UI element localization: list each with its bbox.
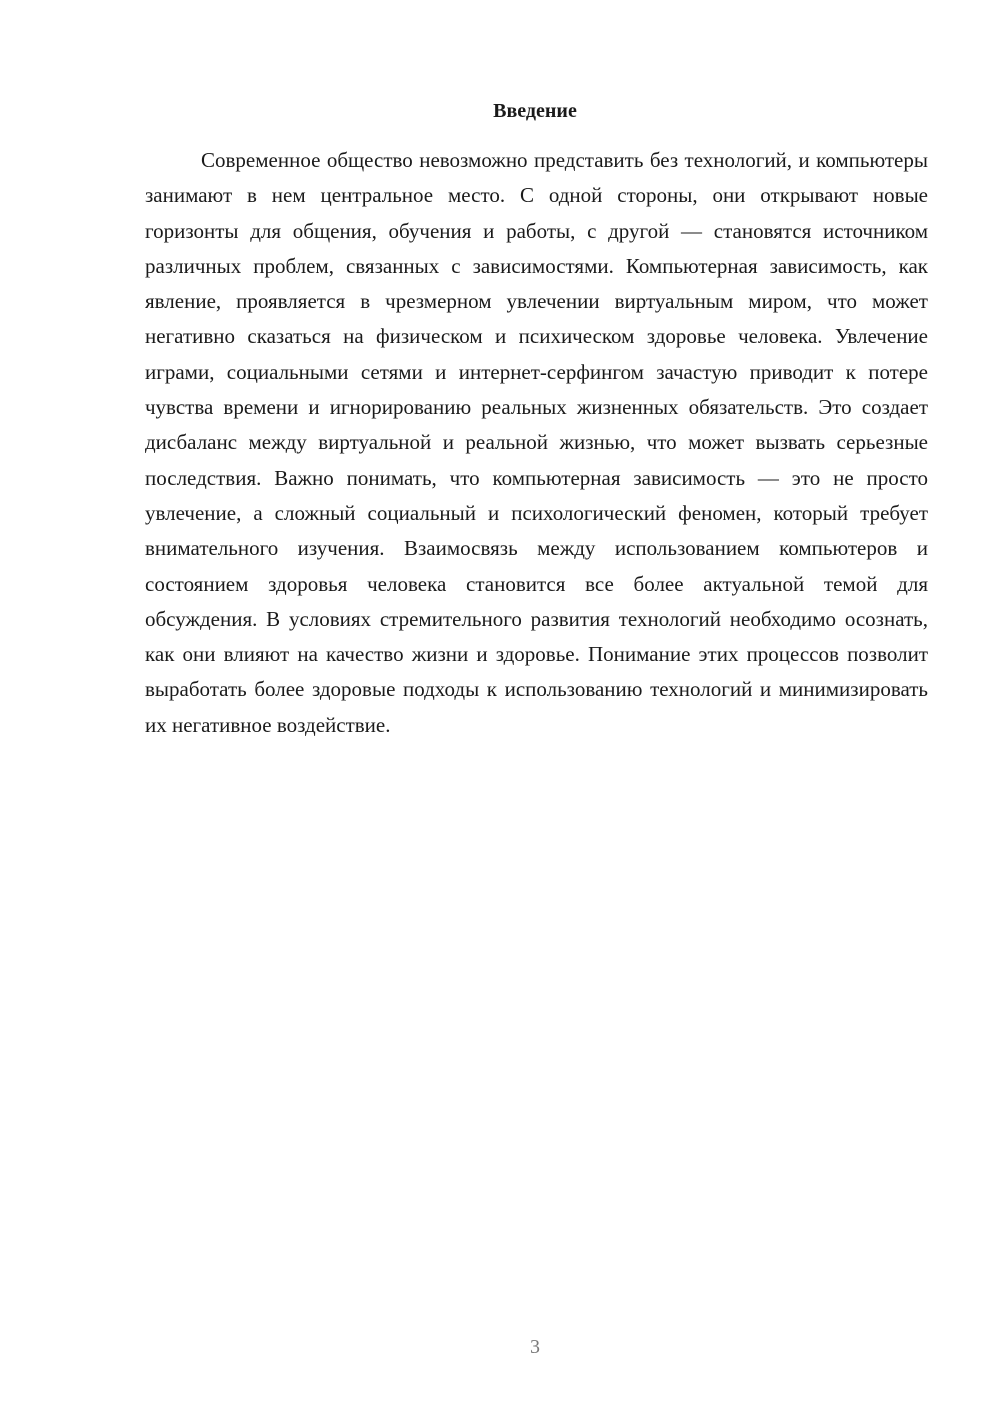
body-paragraph: Современное общество невозможно представить без технологий, и компьютеры занимают в нем центральное место. С одной стороны, они открывают новые горизонты для общения, обучения и работы, с другой — становятся источником различных проблем, связанных с зависимостями. Компьютерная зависимость, как явление, проявляется в чрезмерном увлечении виртуальным миром, что может негативно сказаться на физическом и психическом здоровье человека. Увлечение играми, социальными сетями и интернет-серфингом зачастую приводит к потере чувства времени и игнорированию реальных жизненных обязательств. Это создает дисбаланс между виртуальной и реальной жизнью, что может вызвать серьезные последствия. Важно понимать, что компьютерная зависимость — это не просто увлечение, а сложный социальный и психологический феномен, который требует внимательного изучения. Взаимосвязь между использованием компьютеров и состоянием здоровья человека становится все более актуальной темой для обсуждения. В условиях стремительного развития технологий необходимо осознать, как они влияют на качество жизни и здоровье. Понимание этих процессов позволит выработать более здоровые подходы к использованию технологий и минимизировать их негативное воздействие. [145, 148, 928, 737]
page-number: 3 [530, 1336, 540, 1358]
section-heading: Введение [493, 100, 577, 122]
